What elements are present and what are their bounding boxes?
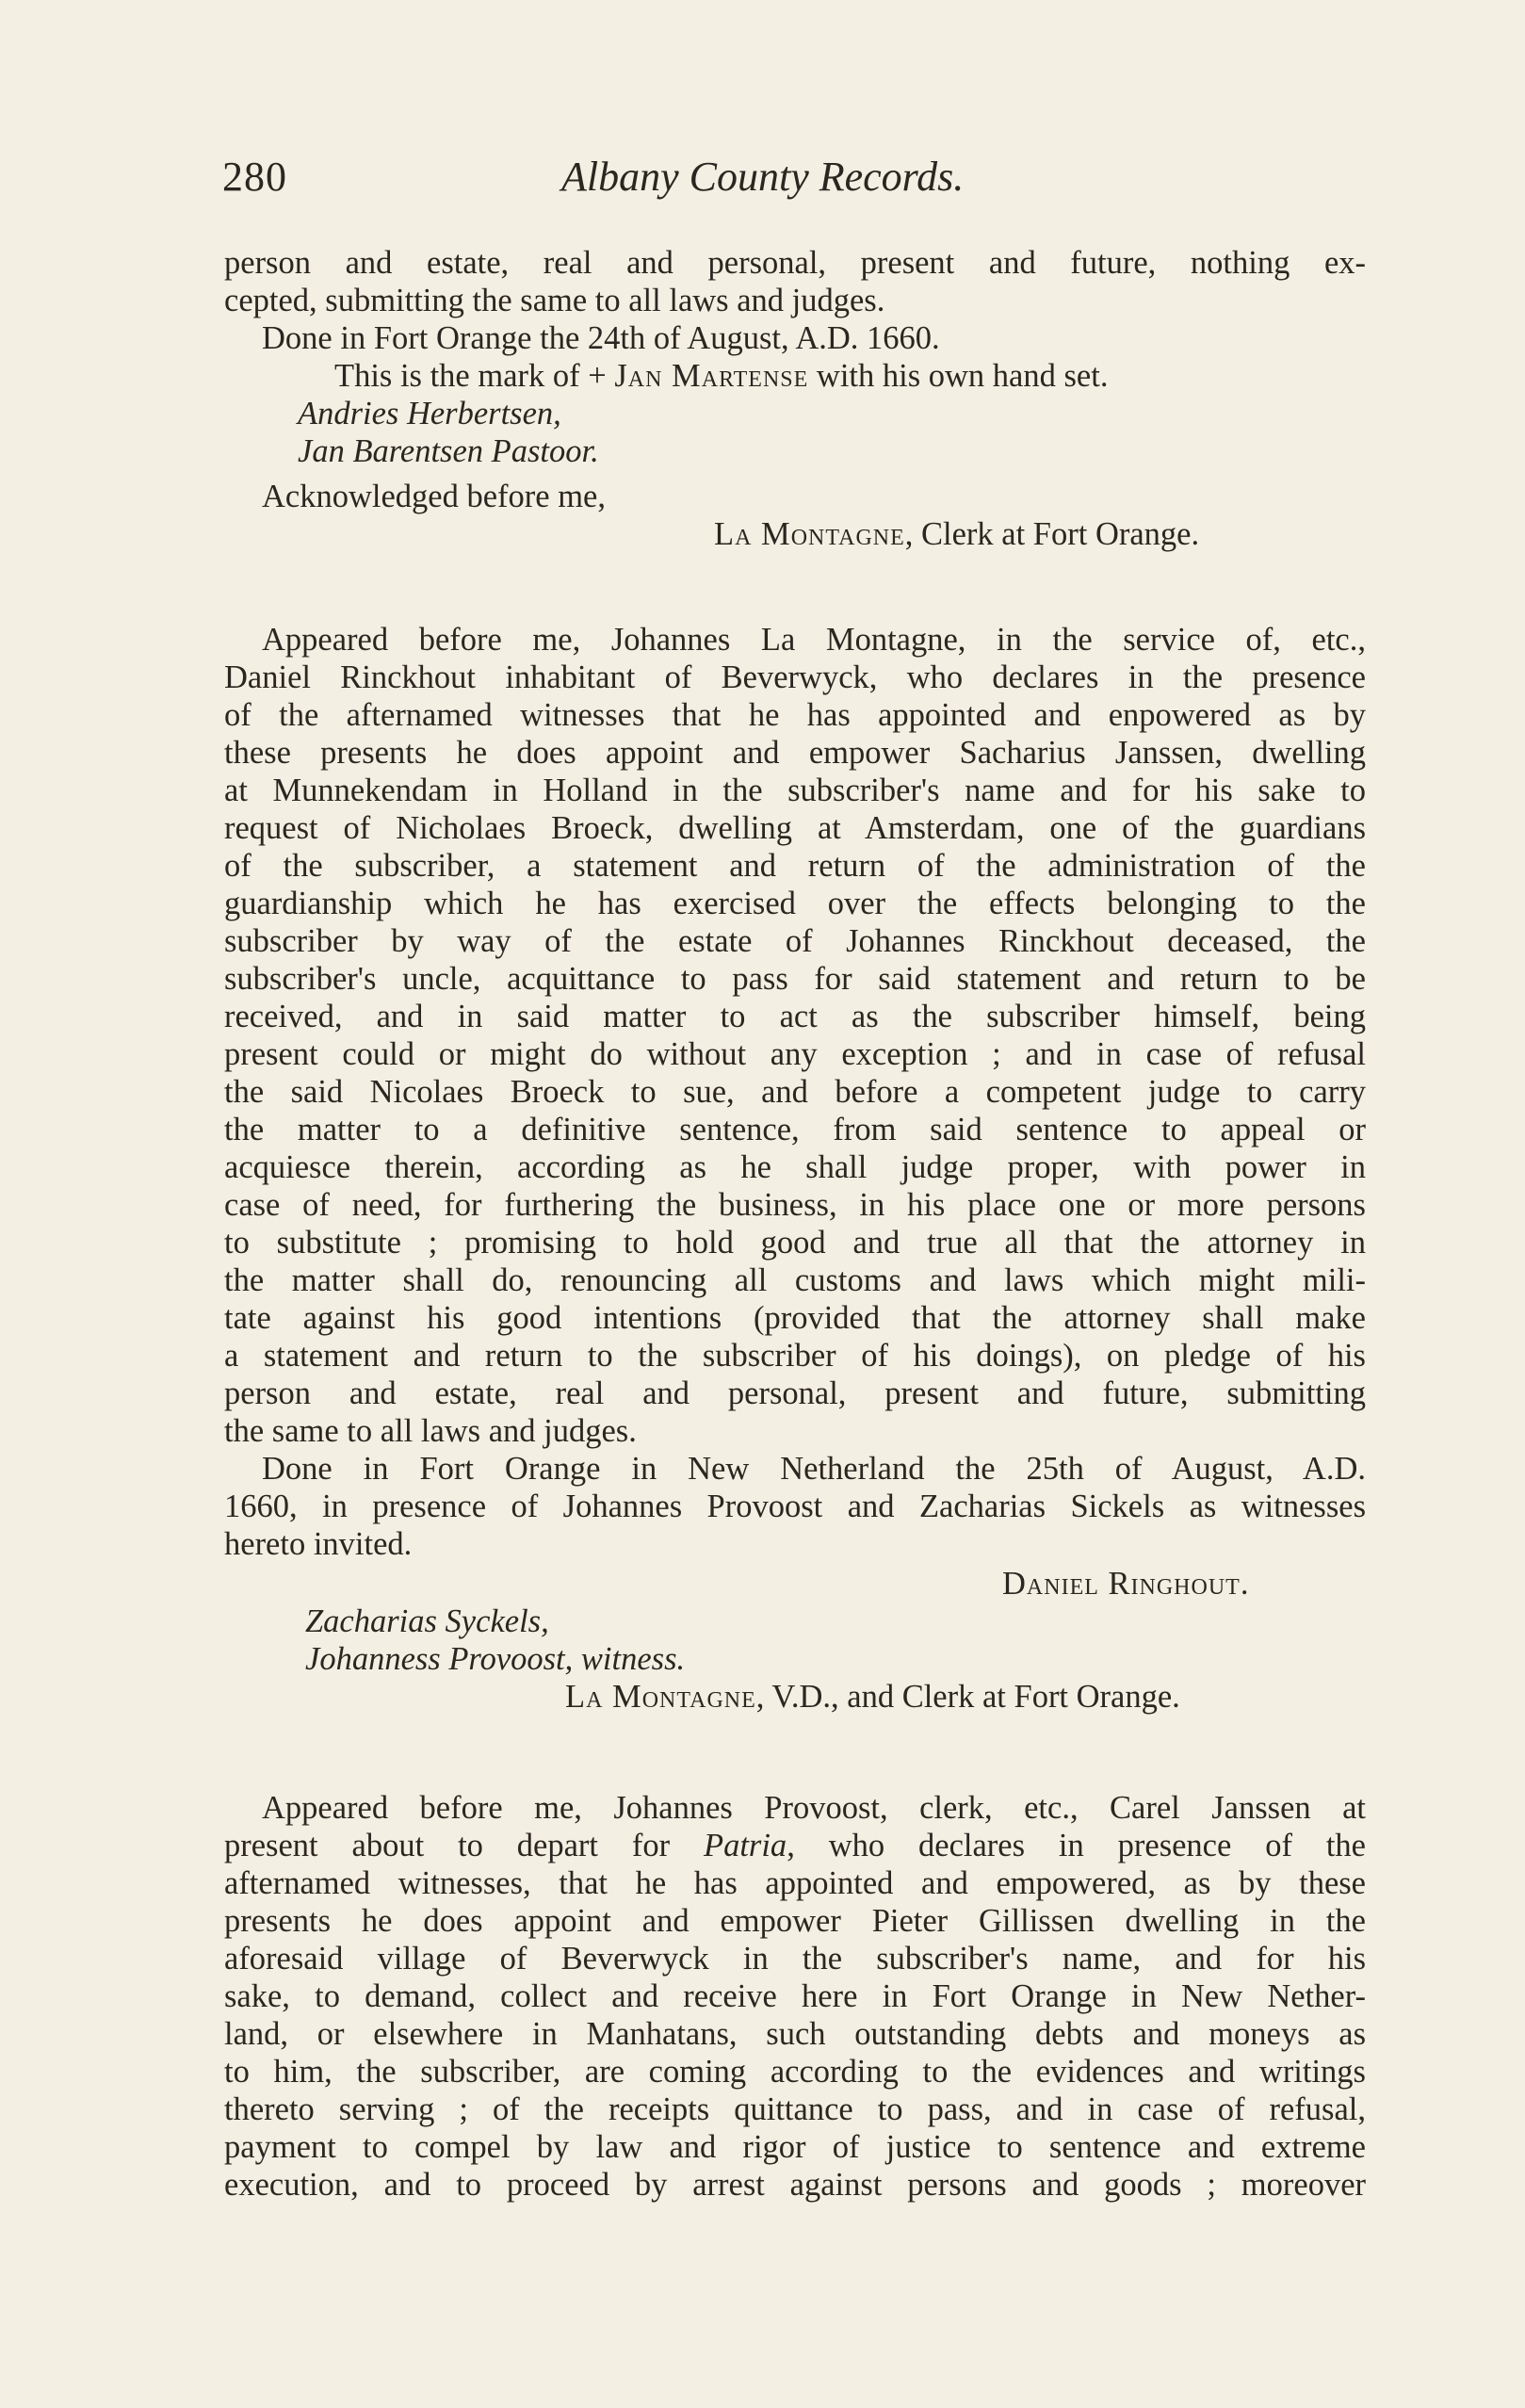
- entry-3: [224, 1789, 1366, 2204]
- text-line: execution, and to proceed by arrest against persons and goods ; moreover: [224, 2167, 1366, 2203]
- place-name: Patria: [704, 1828, 787, 1863]
- signer-name: Jan Martense: [614, 358, 809, 394]
- text-line: the matter to a definitive sentence, from said sentence to appeal or: [224, 1112, 1366, 1147]
- text-line: to him, the subscriber, are coming according to the evidences and writings: [224, 2054, 1366, 2090]
- witness-name: Zacharias Syckels,: [305, 1603, 549, 1639]
- text-line: thereto serving ; of the receipts quittance to pass, and in case of refusal,: [224, 2091, 1366, 2127]
- mark-line: This is the mark of + Jan Martense with his own hand set.: [334, 358, 1109, 394]
- clerk-signature: La Montagne, V.D., and Clerk at Fort Orange.: [565, 1679, 1180, 1715]
- text-line: a statement and return to the subscriber of his doings), on pledge of his: [224, 1338, 1366, 1374]
- text-line: received, and in said matter to act as the subscriber himself, being: [224, 999, 1366, 1034]
- text-line: to substitute ; promising to hold good and true all that the attorney in: [224, 1225, 1366, 1261]
- text-line: the same to all laws and judges.: [224, 1413, 637, 1449]
- text-line: hereto invited.: [224, 1526, 413, 1562]
- text-line: Daniel Rinckhout inhabitant of Beverwyck, who declares in the presence: [224, 659, 1366, 695]
- text-line: these presents he does appoint and empower Sacharius Janssen, dwelling: [224, 735, 1366, 771]
- text-line: request of Nicholaes Broeck, dwelling at Amsterdam, one of the guardians: [224, 810, 1366, 846]
- text-line: of the afternamed witnesses that he has appointed and enpowered as by: [224, 697, 1366, 733]
- text-line: person and estate, real and personal, present and future, submitting: [224, 1375, 1366, 1411]
- date-line: Done in Fort Orange in New Netherland the 25th of August, A.D.: [262, 1451, 1366, 1487]
- page-number: 280: [222, 154, 287, 200]
- witness-name: Andries Herbertsen,: [298, 396, 561, 431]
- text-line: Appeared before me, Johannes Provoost, clerk, etc., Carel Janssen at: [262, 1790, 1366, 1826]
- clerk-signature: La Montagne, Clerk at Fort Orange.: [714, 516, 1200, 552]
- text-line: the said Nicolaes Broeck to sue, and before a competent judge to carry: [224, 1074, 1366, 1110]
- date-line: Done in Fort Orange the 24th of August, A.D. 1660.: [262, 320, 940, 356]
- running-title: Albany County Records.: [561, 154, 965, 200]
- text-line: subscriber's uncle, acquittance to pass for said statement and return to be: [224, 961, 1366, 997]
- text-line: case of need, for furthering the business, in his place one or more persons: [224, 1187, 1366, 1223]
- text-line: payment to compel by law and rigor of justice to sentence and extreme: [224, 2129, 1366, 2165]
- text-line: at Munnekendam in Holland in the subscriber's name and for his sake to: [224, 773, 1366, 808]
- signer-name: Daniel Ringhout.: [1002, 1566, 1250, 1602]
- text-line: guardianship which he has exercised over the effects belonging to the: [224, 886, 1366, 921]
- text-line: land, or elsewhere in Manhatans, such outstanding debts and moneys as: [224, 2016, 1366, 2052]
- text-line: acquiesce therein, according as he shall judge proper, with power in: [224, 1149, 1366, 1185]
- text-line: presents he does appoint and empower Pieter Gillissen dwelling in the: [224, 1903, 1366, 1939]
- text-line: afternamed witnesses, that he has appointed and empowered, as by these: [224, 1865, 1366, 1901]
- text-line: sake, to demand, collect and receive here in Fort Orange in New Nether-: [224, 1978, 1366, 2014]
- entry-2: [224, 621, 1366, 1716]
- witness-name: Johanness Provoost, witness.: [305, 1641, 686, 1677]
- witness-name: Jan Barentsen Pastoor.: [298, 433, 599, 469]
- text-line: Appeared before me, Johannes La Montagne, in the service of, etc.,: [262, 622, 1366, 658]
- text-line: aforesaid village of Beverwyck in the subscriber's name, and for his: [224, 1941, 1366, 1977]
- text-line: tate against his good intentions (provided that the attorney shall make: [224, 1300, 1366, 1336]
- page-header: [222, 153, 1362, 209]
- text-line: person and estate, real and personal, present and future, nothing ex-: [224, 245, 1366, 281]
- text-line: subscriber by way of the estate of Johannes Rinckhout deceased, the: [224, 923, 1366, 959]
- text-line: present could or might do without any exception ; and in case of refusal: [224, 1036, 1366, 1072]
- entry-1: [224, 244, 1366, 553]
- text-line: the matter shall do, renouncing all customs and laws which might mili-: [224, 1262, 1366, 1298]
- text-line: of the subscriber, a statement and return of the administration of the: [224, 848, 1366, 884]
- cross-mark: +: [588, 358, 607, 394]
- text-line: present about to depart for Patria, who declares in presence of the: [224, 1828, 1366, 1863]
- text-line: cepted, submitting the same to all laws and judges.: [224, 283, 885, 318]
- acknowledgement: Acknowledged before me,: [262, 479, 606, 514]
- text-line: 1660, in presence of Johannes Provoost and Zacharias Sickels as witnesses: [224, 1489, 1366, 1524]
